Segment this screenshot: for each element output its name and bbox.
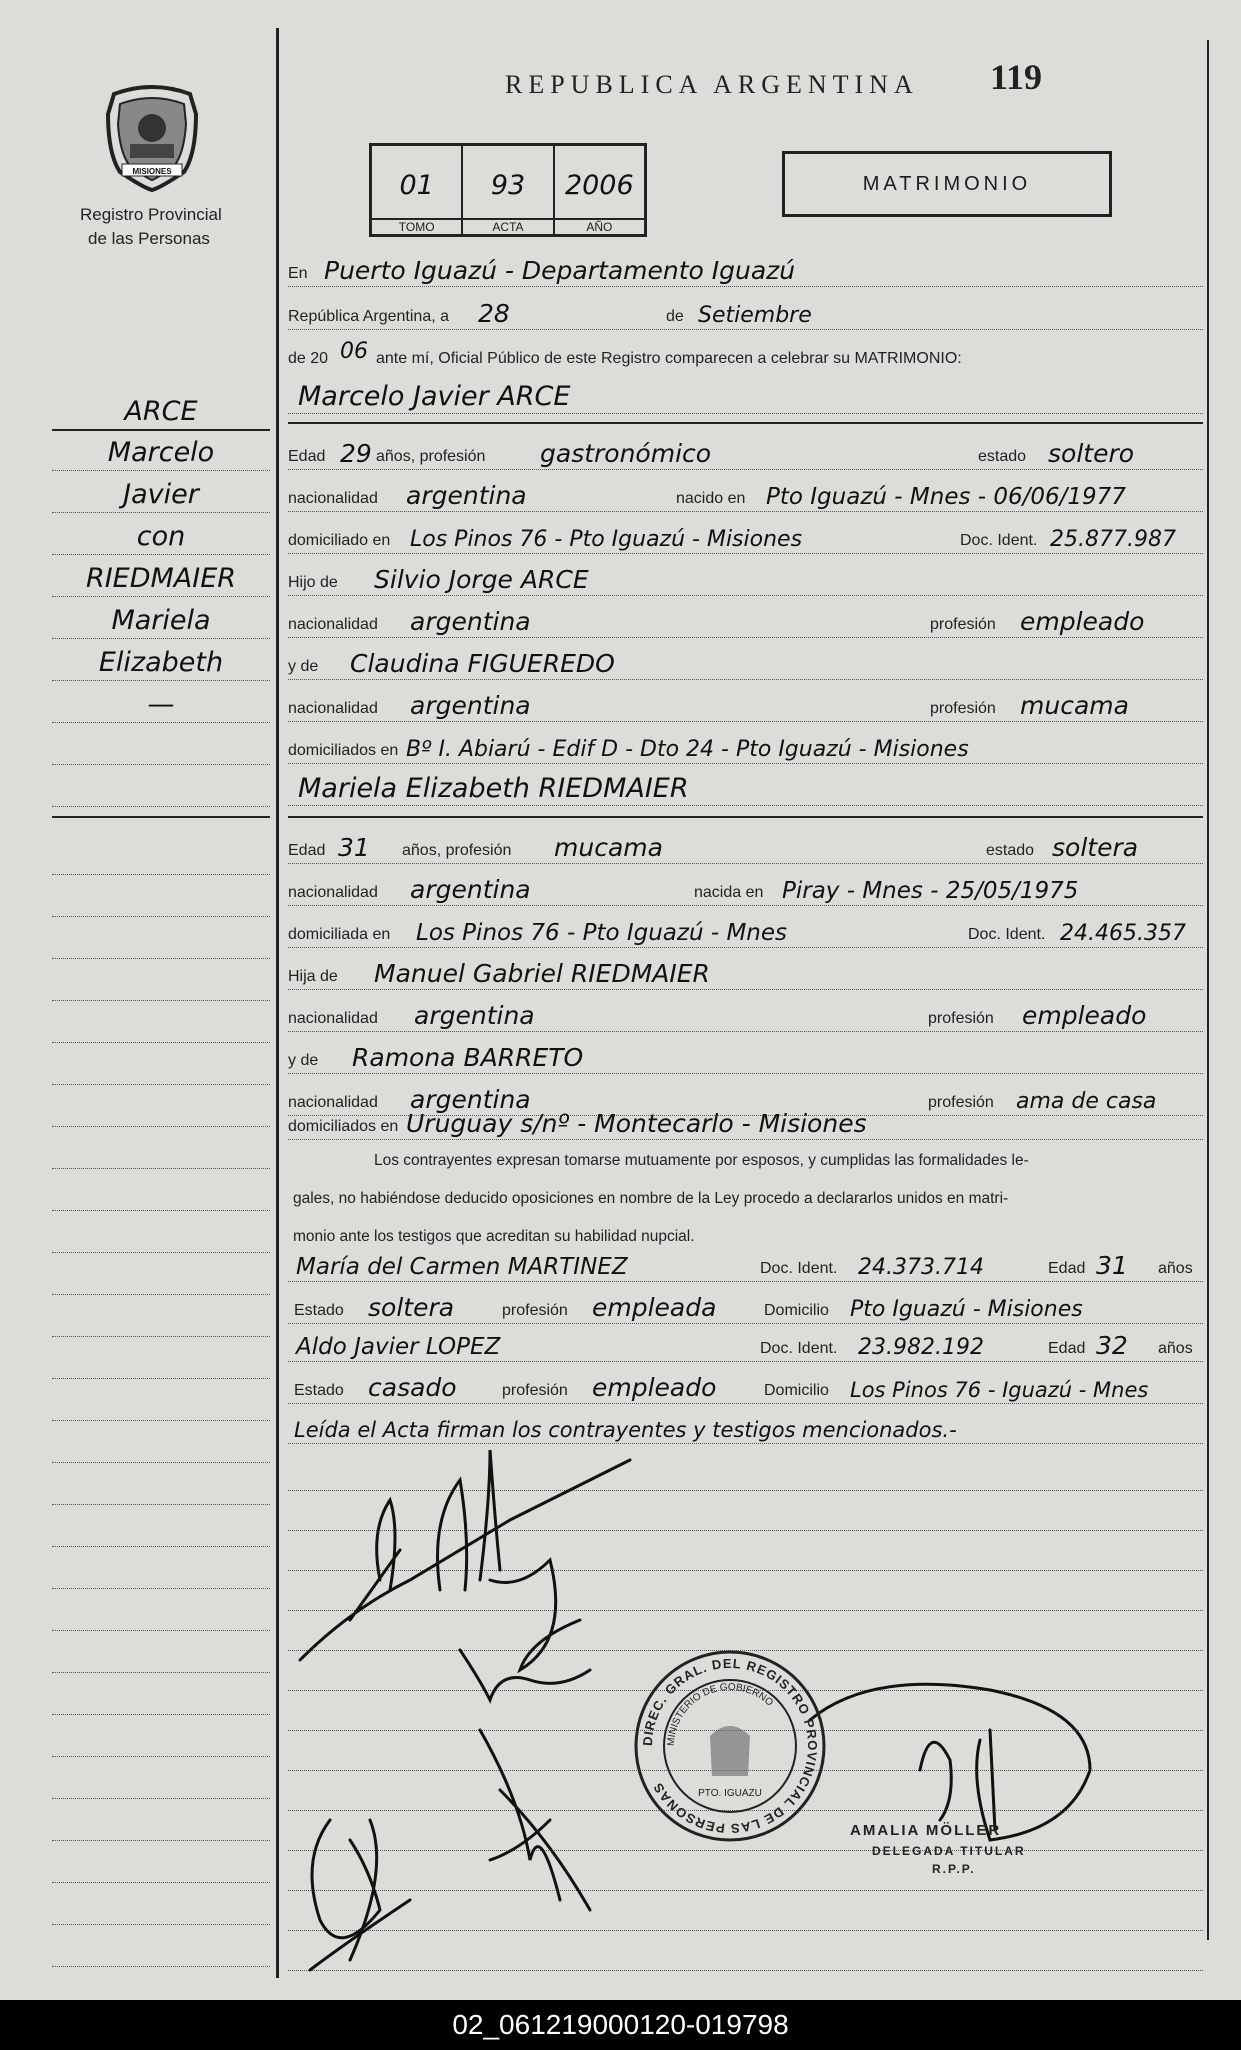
estado-label: estado — [986, 842, 1035, 859]
doc-label: Doc. Ident. — [960, 532, 1038, 549]
bride-domicilio: Los Pinos 76 - Pto Iguazú - Mnes — [416, 920, 788, 946]
margin-blank-line — [52, 1428, 270, 1463]
groom-edad: 29 — [340, 439, 372, 468]
witness1-profesion: empleada — [592, 1293, 717, 1322]
bride-nacida: Piray - Mnes - 25/05/1975 — [782, 878, 1079, 904]
margin-blank-line — [52, 1806, 270, 1841]
intro-date-row — [288, 300, 1203, 334]
margin-blank-line — [52, 1134, 270, 1169]
groom-padre-nacionalidad: argentina — [410, 607, 531, 636]
domiciliada-label: domiciliada en — [288, 926, 391, 943]
groom-nationality-row — [288, 482, 1203, 516]
tomo-cell — [372, 146, 463, 234]
acta-label: ACTA — [463, 218, 552, 234]
official-signature — [810, 1684, 1090, 1840]
hijo-label: Hijo de — [288, 574, 338, 591]
witness2-details-row — [288, 1374, 1203, 1408]
groom-nacionalidad: argentina — [406, 481, 527, 510]
anio-label: AÑO — [555, 218, 644, 234]
groom-domicilio: Los Pinos 76 - Pto Iguazú - Misiones — [410, 527, 803, 552]
nacionalidad-label: nacionalidad — [288, 490, 378, 507]
underline — [288, 413, 1203, 414]
year-suffix: 06 — [340, 339, 368, 364]
domiciliados-label: domiciliados en — [288, 1118, 399, 1135]
hija-label: Hija de — [288, 968, 338, 985]
groom-madre-profesion: mucama — [1020, 691, 1129, 720]
underline — [288, 1281, 1203, 1282]
official-seal — [630, 1646, 830, 1846]
domiciliado-label: domiciliado en — [288, 532, 391, 549]
underline — [288, 721, 1203, 722]
margin-blank-line — [52, 1386, 270, 1421]
profesion-label: profesión — [928, 1010, 994, 1027]
underline — [288, 469, 1203, 470]
record-box — [369, 143, 647, 237]
margin-blank-line — [52, 1092, 270, 1127]
nacionalidad-label: nacionalidad — [288, 616, 378, 633]
witness1-domicilio: Pto Iguazú - Misiones — [850, 1297, 1083, 1322]
underline — [288, 511, 1203, 512]
margin-line-6: Mariela — [111, 605, 211, 636]
y-de-label: y de — [288, 658, 319, 675]
margin-blank-line — [52, 1512, 270, 1547]
margin-blank-line — [52, 1302, 270, 1337]
margin-line-5: RIEDMAIER — [85, 563, 237, 594]
underline — [288, 329, 1203, 330]
place-value: Puerto Iguazú - Departamento Iguazú — [324, 256, 796, 285]
bride-padres-domicilio: Uruguay s/nº - Montecarlo - Misiones — [406, 1109, 867, 1138]
witness2-row — [288, 1332, 1203, 1366]
anos-profesion-label: años, profesión — [402, 842, 512, 859]
groom-doc: 25.877.987 — [1050, 527, 1176, 552]
doc-label: Doc. Ident. — [760, 1340, 838, 1357]
domicilio-label: Domicilio — [764, 1302, 829, 1319]
estado-label: estado — [978, 448, 1027, 465]
margin-blank-line — [52, 1764, 270, 1799]
groom-profesion: gastronómico — [540, 439, 712, 468]
margin-blank-line — [52, 1470, 270, 1505]
groom-parents-address-row — [288, 734, 1203, 768]
witness2-profesion: empleado — [592, 1373, 717, 1402]
estado-label: Estado — [294, 1302, 344, 1319]
groom-padres-domicilio: Bº I. Abiarú - Edif D - Dto 24 - Pto Iguazú - Misiones — [406, 737, 969, 762]
underline — [288, 905, 1203, 906]
underline — [288, 763, 1203, 764]
nacida-label: nacida en — [694, 884, 764, 901]
page-right-rule — [1207, 40, 1209, 1940]
anos-label: años — [1158, 1340, 1193, 1357]
acta-value: 93 — [490, 170, 526, 201]
margin-blank-line — [52, 1554, 270, 1589]
underline — [288, 1031, 1203, 1032]
margin-row — [52, 730, 270, 765]
margin-blank-line — [52, 1722, 270, 1757]
official-title: DELEGADA TITULAR — [872, 1844, 1026, 1858]
bride-nationality-row — [288, 876, 1203, 910]
groom-age-row — [288, 440, 1203, 474]
groom-nacido: Pto Iguazú - Mnes - 06/06/1977 — [766, 484, 1126, 510]
bride-doc: 24.465.357 — [1060, 921, 1186, 946]
groom-padre-profesion: empleado — [1020, 607, 1145, 636]
profesion-label: profesión — [930, 700, 996, 717]
witness2-name: Aldo Javier LOPEZ — [296, 1334, 501, 1360]
margin-line-4: con — [136, 521, 186, 552]
margin-line-2: Marcelo — [107, 437, 215, 468]
country-title: REPUBLICA ARGENTINA — [505, 70, 919, 99]
bride-padre-nacionalidad: argentina — [414, 1001, 535, 1030]
anio-cell — [555, 146, 644, 234]
groom-father-row — [288, 566, 1203, 600]
witness1-edad: 31 — [1096, 1251, 1128, 1280]
margin-blank-line — [52, 1932, 270, 1967]
groom-name-rule — [288, 422, 1203, 424]
margin-line-3: Javier — [123, 479, 199, 510]
nacionalidad-label: nacionalidad — [288, 700, 378, 717]
estado-label: Estado — [294, 1382, 344, 1399]
groom-padre: Silvio Jorge ARCE — [374, 565, 589, 594]
underline — [288, 805, 1203, 806]
edad-label: Edad — [1048, 1260, 1086, 1277]
declaration-line-1: Los contrayentes expresan tomarse mutuamente por esposos, y cumplidas las formalidades le- — [374, 1152, 1029, 1169]
republica-label: República Argentina, a — [288, 308, 449, 325]
bride-address-row — [288, 918, 1203, 952]
bride-name-row — [288, 773, 1203, 810]
month-value: Setiembre — [698, 303, 812, 328]
profesion-label: profesión — [502, 1382, 568, 1399]
underline — [288, 553, 1203, 554]
witness1-row — [288, 1252, 1203, 1286]
official-org: R.P.P. — [932, 1862, 976, 1876]
margin-blank-line — [52, 1680, 270, 1715]
nacionalidad-label: nacionalidad — [288, 1094, 378, 1111]
groom-signature — [300, 1450, 630, 1660]
margin-blank-line — [52, 1050, 270, 1085]
underline — [288, 1139, 1203, 1140]
underline — [288, 286, 1203, 287]
edad-label: Edad — [288, 448, 326, 465]
domiciliados-label: domiciliados en — [288, 742, 399, 759]
edad-label: Edad — [1048, 1340, 1086, 1357]
groom-father-nationality-row — [288, 608, 1203, 642]
bride-parents-address-row — [288, 1110, 1203, 1144]
bride-age-row — [288, 834, 1203, 868]
declaration-line-2: gales, no habiéndose deducido oposiciones en nombre de la Ley procedo a declararlos unidos en matri- — [293, 1190, 1009, 1207]
domicilio-label: Domicilio — [764, 1382, 829, 1399]
margin-blank-line — [52, 1848, 270, 1883]
margin-row — [52, 436, 270, 471]
witness2-domicilio: Los Pinos 76 - Iguazú - Mnes — [850, 1378, 1149, 1402]
folio-number: 119 — [990, 57, 1043, 97]
province-coat-of-arms-logo — [100, 84, 204, 194]
margin-blank-line — [52, 840, 270, 875]
statement-text: ante mí, Oficial Público de este Registro comparecen a celebrar su MATRIMONIO: — [376, 350, 962, 367]
doc-label: Doc. Ident. — [968, 926, 1046, 943]
margin-row — [52, 478, 270, 513]
witness1-estado: soltera — [368, 1293, 455, 1322]
bride-madre-nacionalidad: argentina — [410, 1085, 531, 1114]
margin-row — [52, 604, 270, 639]
anos-label: años — [1158, 1260, 1193, 1277]
witness1-signature — [310, 1820, 410, 1970]
margin-blank-line — [52, 1344, 270, 1379]
y-de-label: y de — [288, 1052, 319, 1069]
underline — [288, 863, 1203, 864]
official-name: AMALIA MÖLLER — [850, 1822, 1002, 1839]
bride-profesion: mucama — [554, 833, 663, 862]
margin-blank-line — [52, 1638, 270, 1673]
tomo-label: TOMO — [372, 218, 461, 234]
closing-note: Leída el Acta firman los contrayentes y testigos mencionados.- — [294, 1418, 957, 1442]
seal-ring-text: DIREC. GRAL. DEL REGISTRO PROVINCIAL DE LAS PERSONAS — [639, 1655, 821, 1837]
groom-madre-nacionalidad: argentina — [410, 691, 531, 720]
declaration-line-3: monio ante los testigos que acreditan su habilidad nupcial. — [293, 1228, 695, 1245]
margin-line-7: Elizabeth — [98, 647, 224, 678]
en-label: En — [288, 265, 308, 282]
underline — [288, 989, 1203, 990]
nacionalidad-label: nacionalidad — [288, 1010, 378, 1027]
nacionalidad-label: nacionalidad — [288, 884, 378, 901]
bride-name-rule — [288, 816, 1203, 818]
bride-madre-profesion: ama de casa — [1016, 1089, 1157, 1114]
act-type-box — [782, 151, 1112, 217]
profesion-label: profesión — [502, 1302, 568, 1319]
margin-blank-line — [52, 1260, 270, 1295]
bride-nacionalidad: argentina — [410, 875, 531, 904]
tomo-value: 01 — [399, 170, 434, 201]
logo-caption: MISIONES — [132, 167, 172, 176]
witness2-doc: 23.982.192 — [858, 1335, 984, 1360]
margin-surname — [52, 395, 270, 431]
bride-father-nationality-row — [288, 1002, 1203, 1036]
groom-mother-row — [288, 650, 1203, 684]
groom-address-row — [288, 524, 1203, 558]
seal-inner-text: MINISTERIO DE GOBIERNO — [665, 1681, 775, 1747]
underline — [288, 1403, 1203, 1404]
anio-value: 2006 — [564, 170, 634, 201]
day-value: 28 — [478, 299, 510, 328]
bride-padre: Manuel Gabriel RIEDMAIER — [374, 959, 710, 988]
bride-full-name: Mariela Elizabeth RIEDMAIER — [298, 773, 689, 804]
anos-profesion-label: años, profesión — [376, 448, 486, 465]
underline — [288, 637, 1203, 638]
margin-left-rule — [276, 28, 279, 1978]
witness1-name: María del Carmen MARTINEZ — [296, 1254, 628, 1280]
margin-section-rule — [52, 816, 270, 818]
margin-blank-line — [52, 966, 270, 1001]
bride-estado: soltera — [1052, 833, 1139, 862]
profesion-label: profesión — [928, 1094, 994, 1111]
acta-cell — [463, 146, 554, 234]
margin-blank-line — [52, 1176, 270, 1211]
registry-name-line1: Registro Provincial — [80, 205, 222, 224]
profesion-label: profesión — [930, 616, 996, 633]
groom-name-row — [288, 381, 1203, 418]
groom-estado: soltero — [1048, 439, 1135, 468]
groom-madre: Claudina FIGUEREDO — [350, 649, 615, 678]
margin-blank-line — [52, 1890, 270, 1925]
groom-full-name: Marcelo Javier ARCE — [298, 381, 571, 412]
intro-place-row — [288, 257, 1203, 291]
edad-label: Edad — [288, 842, 326, 859]
margin-blank-line — [52, 1218, 270, 1253]
margin-row — [52, 520, 270, 555]
intro-statement-row — [288, 339, 1203, 376]
margin-blank-line — [52, 924, 270, 959]
witness2-estado: casado — [368, 1373, 457, 1402]
margin-blank-line — [52, 882, 270, 917]
witness1-details-row — [288, 1294, 1203, 1328]
margin-row — [52, 688, 270, 723]
nacido-label: nacido en — [676, 490, 746, 507]
underline — [288, 595, 1203, 596]
year-prefix: de 20 — [288, 350, 329, 367]
underline — [288, 679, 1203, 680]
witness2-signature — [480, 1730, 590, 1910]
witness2-edad: 32 — [1096, 1331, 1128, 1360]
scan-id-footer: 02_061219000120-019798 — [0, 2000, 1241, 2050]
act-type-label: MATRIMONIO — [862, 172, 1032, 195]
margin-line-8: — — [147, 689, 175, 720]
bride-father-row — [288, 960, 1203, 994]
bride-mother-row — [288, 1044, 1203, 1078]
de-label: de — [666, 308, 684, 325]
margin-blank-line — [52, 1596, 270, 1631]
margin-row — [52, 562, 270, 597]
registry-name-line2: de las Personas — [88, 229, 210, 248]
groom-mother-nationality-row — [288, 692, 1203, 726]
margin-blank-line — [52, 1008, 270, 1043]
margin-row — [52, 646, 270, 681]
underline — [288, 1323, 1203, 1324]
seal-place: PTO. IGUAZU — [698, 1788, 762, 1799]
margin-line-1: ARCE — [124, 396, 198, 427]
witness1-doc: 24.373.714 — [858, 1255, 984, 1280]
underline — [288, 1361, 1203, 1362]
doc-label: Doc. Ident. — [760, 1260, 838, 1277]
underline — [288, 947, 1203, 948]
bride-edad: 31 — [338, 833, 370, 862]
bride-padre-profesion: empleado — [1022, 1001, 1147, 1030]
underline — [288, 1073, 1203, 1074]
margin-row — [52, 772, 270, 807]
bride-madre: Ramona BARRETO — [352, 1043, 584, 1072]
